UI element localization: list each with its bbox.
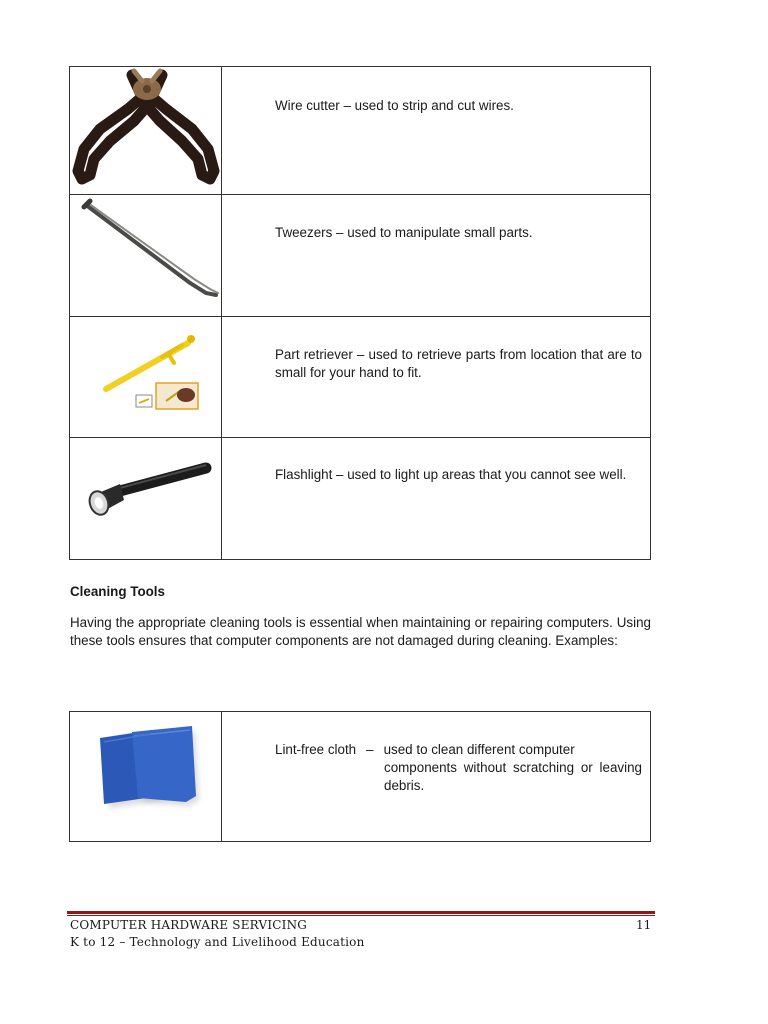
section-heading: Cleaning Tools <box>70 584 165 599</box>
tweezers-image <box>70 195 222 317</box>
definition-first: used to clean different computer <box>383 742 575 757</box>
table-row <box>70 67 651 195</box>
page-number: 11 <box>636 918 652 932</box>
table-row <box>70 438 651 560</box>
table-row <box>70 712 651 842</box>
footer-rule <box>67 911 655 914</box>
part-retriever-description: Part retriever – used to retrieve parts from location that are to small for your hand to fit. <box>222 317 651 438</box>
table-row <box>70 195 651 317</box>
tools-table <box>69 66 651 560</box>
footer-title: COMPUTER HARDWARE SERVICING <box>70 918 308 932</box>
term-label: Lint-free cloth <box>275 742 357 757</box>
lint-free-cloth-description <box>222 712 651 842</box>
term-dash: – <box>366 742 374 757</box>
flashlight-image <box>70 438 222 560</box>
tweezers-description: Tweezers – used to manipulate small parts. <box>222 195 651 317</box>
flashlight-description: Flashlight – used to light up areas that you cannot see well. <box>222 438 651 560</box>
table-row <box>70 317 651 438</box>
definition-first-line <box>275 741 642 759</box>
footer-rule-thin <box>67 915 655 916</box>
footer-subtitle: K to 12 – Technology and Livelihood Education <box>70 935 365 949</box>
cleaning-tools-table <box>69 711 651 842</box>
wire-cutter-description: Wire cutter – used to strip and cut wires. <box>222 67 651 195</box>
definition-rest: components without scratching or leaving debris. <box>384 760 642 793</box>
wire-cutter-image <box>70 67 222 195</box>
part-retriever-image <box>70 317 222 438</box>
lint-free-cloth-image <box>70 712 222 842</box>
section-paragraph: Having the appropriate cleaning tools is essential when maintaining or repairing computers. Using these tools ensures that computer components are not damaged during cleaning. Examples: <box>70 615 651 648</box>
